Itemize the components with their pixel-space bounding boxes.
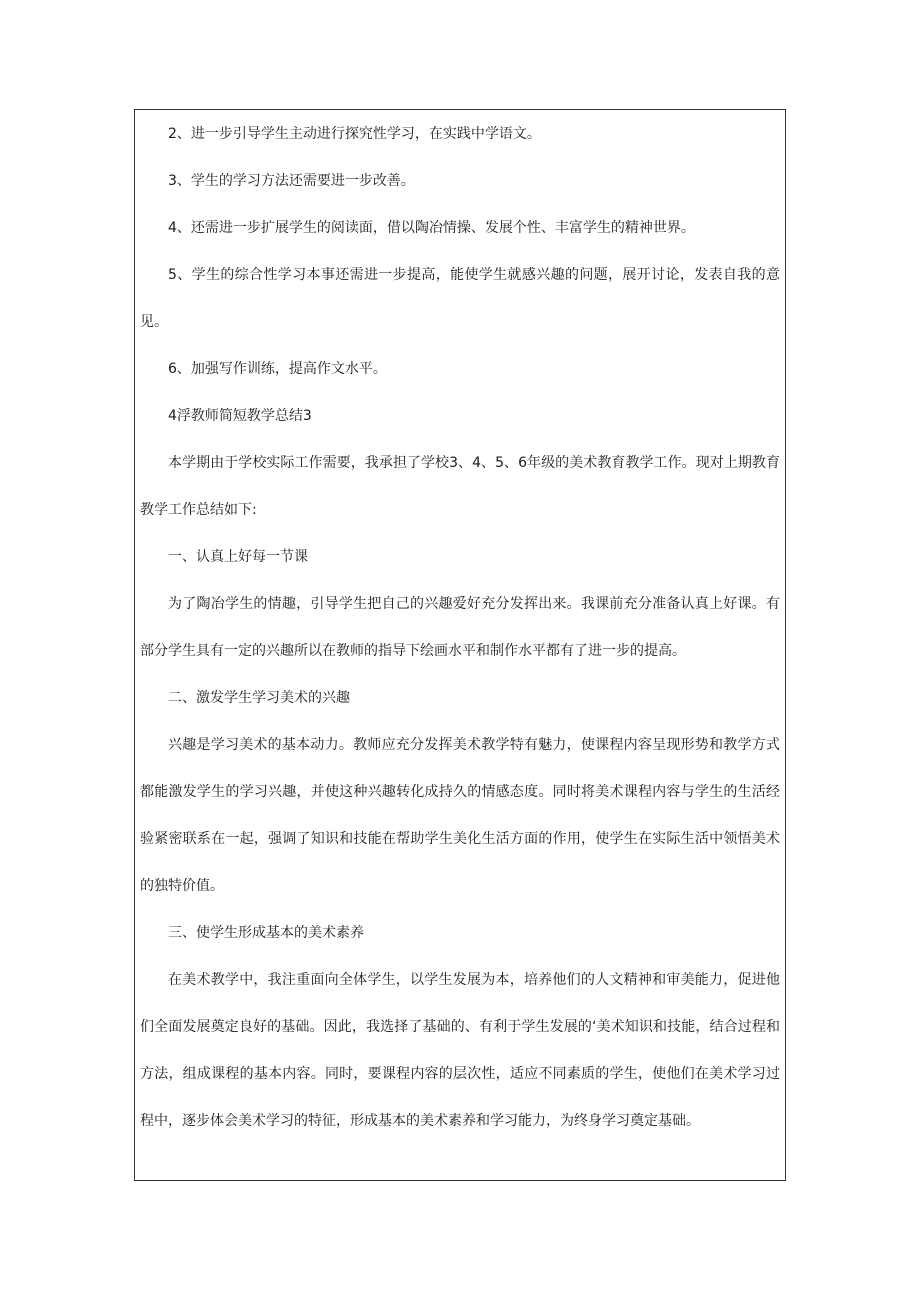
paragraph: 3、学生的学习方法还需要进一步改善。 bbox=[168, 173, 415, 189]
paragraph: 一、认真上好每一节课 bbox=[168, 549, 308, 565]
paragraph: 兴趣是学习美术的基本动力。教师应充分发挥美术教学特有魅力，使课程内容呈现形势和教学方式都能激发学生的学习兴趣，并使这种兴趣转化成持久的情感态度。同时将美术课程内容与学生的生活经验紧密联系在一起，强调了知识和技能在帮助学生美化生活方面的作用，使学生在实际生活中领悟美术的独特价值。 bbox=[140, 737, 780, 894]
paragraph: 二、激发学生学习美术的兴趣 bbox=[168, 690, 350, 706]
paragraph: 本学期由于学校实际工作需要，我承担了学校3、4、5、6年级的美术教育教学工作。现对上期教育教学工作总结如下: bbox=[140, 455, 780, 518]
paragraph: 6、加强写作训练，提高作文水平。 bbox=[168, 361, 387, 377]
paragraph: 4浮教师简短教学总结3 bbox=[168, 408, 312, 424]
paragraph: 为了陶冶学生的情趣，引导学生把自己的兴趣爱好充分发挥出来。我课前充分准备认真上好课。有部分学生具有一定的兴趣所以在教师的指导下绘画水平和制作水平都有了进一步的提高。 bbox=[140, 596, 780, 659]
paragraph: 在美术教学中，我注重面向全体学生，以学生发展为本，培养他们的人文精神和审美能力，促进他们全面发展奠定良好的基础。因此，我选择了基础的、有利于学生发展的‘美术知识和技能，结合过程和方法，组成课程的基本内容。同时，要课程内容的层次性，适应不同素质的学生，使他们在美术学习过程中，逐步体会美术学习的特征，形成基本的美术素养和学习能力，为终身学习奠定基础。 bbox=[140, 972, 780, 1129]
document-body bbox=[134, 109, 786, 1157]
paragraph: 2、进一步引导学生主动进行探究性学习，在实践中学语文。 bbox=[168, 126, 541, 142]
paragraph: 三、使学生形成基本的美术素养 bbox=[168, 925, 364, 941]
paragraph: 5、学生的综合性学习本事还需进一步提高，能使学生就感兴趣的问题，展开讨论，发表自我的意见。 bbox=[140, 267, 780, 330]
paragraph: 4、还需进一步扩展学生的阅读面，借以陶冶情操、发展个性、丰富学生的精神世界。 bbox=[168, 220, 695, 236]
